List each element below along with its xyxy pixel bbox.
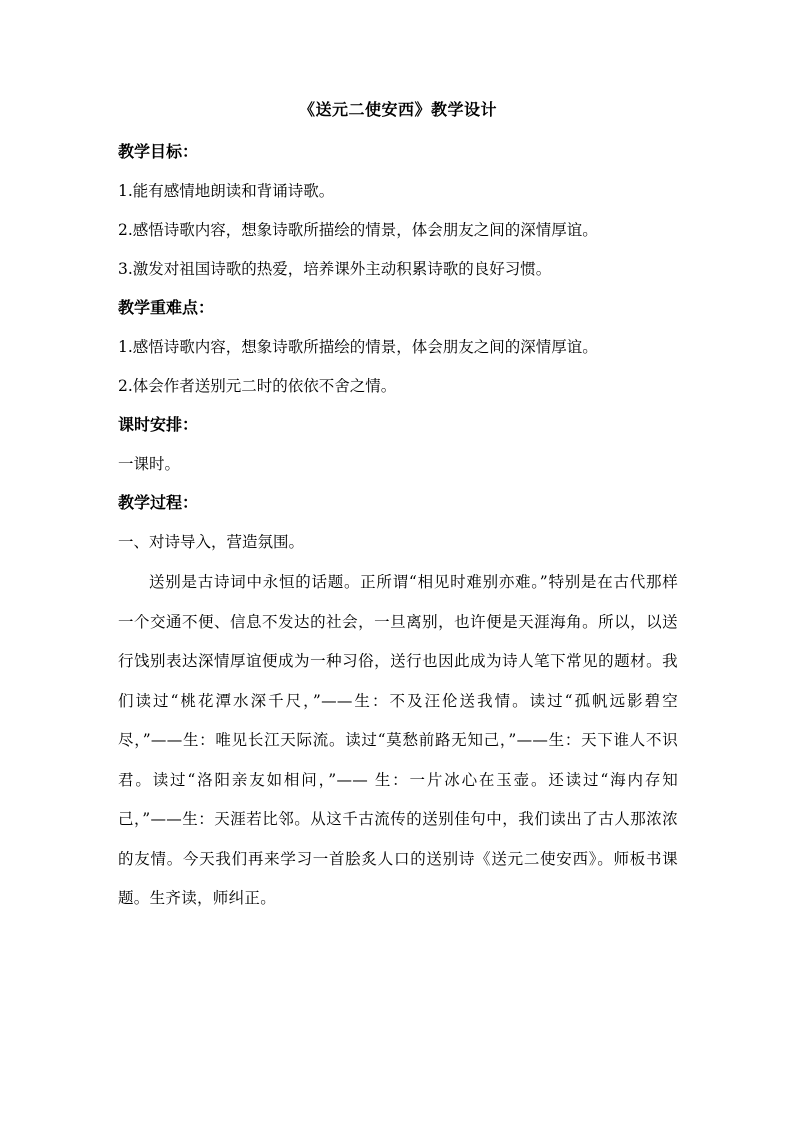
schedule-heading: 课时安排： bbox=[118, 415, 199, 434]
key-point-item-1: 1.感悟诗歌内容，想象诗歌所描绘的情景，体会朋友之间的深情厚谊。 bbox=[118, 338, 598, 356]
document-title: 《送元二使安西》教学设计 bbox=[298, 100, 497, 119]
process-heading: 教学过程： bbox=[118, 493, 199, 512]
key-points-heading: 教学重难点： bbox=[118, 298, 215, 317]
goal-item-1: 1.能有感情地朗读和背诵诗歌。 bbox=[118, 182, 335, 200]
schedule-text: 一课时。 bbox=[118, 455, 181, 473]
goal-item-2: 2.感悟诗歌内容，想象诗歌所描绘的情景，体会朋友之间的深情厚谊。 bbox=[118, 221, 598, 239]
goal-item-3: 3.激发对祖国诗歌的热爱，培养课外主动积累诗歌的良好习惯。 bbox=[118, 260, 552, 278]
process-paragraph: 送别是古诗词中永恒的话题。正所谓“相见时难别亦难。”特别是在古代那样一个交通不便、信息不发达的社会，一旦离别，也许便是天涯海角。所以，以送行饯别表达深情厚谊便成为一种习俗，送行也因此成为诗人笔下常见的题材。我们读过“桃花潭水深千尺，”——生：不及汪伦送我情。读过“孤帆远影碧空尽，”——生：唯见长江天际流。读过“莫愁前路无知己，”——生：天下谁人不识君。读过“洛阳亲友如相问，”—— 生：一片冰心在玉壶。还读过“海内存知己，”——生：天涯若比邻。从这千古流传的送别佳句中，我们读出了古人那浓浓的友情。今天我们再来学习一首脍炙人口的送别诗《送元二使安西》。师板书课题。生齐读，师纠正。 bbox=[118, 573, 678, 907]
process-step-1: 一、对诗导入，营造氛围。 bbox=[118, 533, 305, 551]
goals-heading: 教学目标： bbox=[118, 142, 199, 161]
document-page bbox=[118, 100, 678, 919]
key-point-item-2: 2.体会作者送别元二时的依依不舍之情。 bbox=[118, 377, 397, 395]
